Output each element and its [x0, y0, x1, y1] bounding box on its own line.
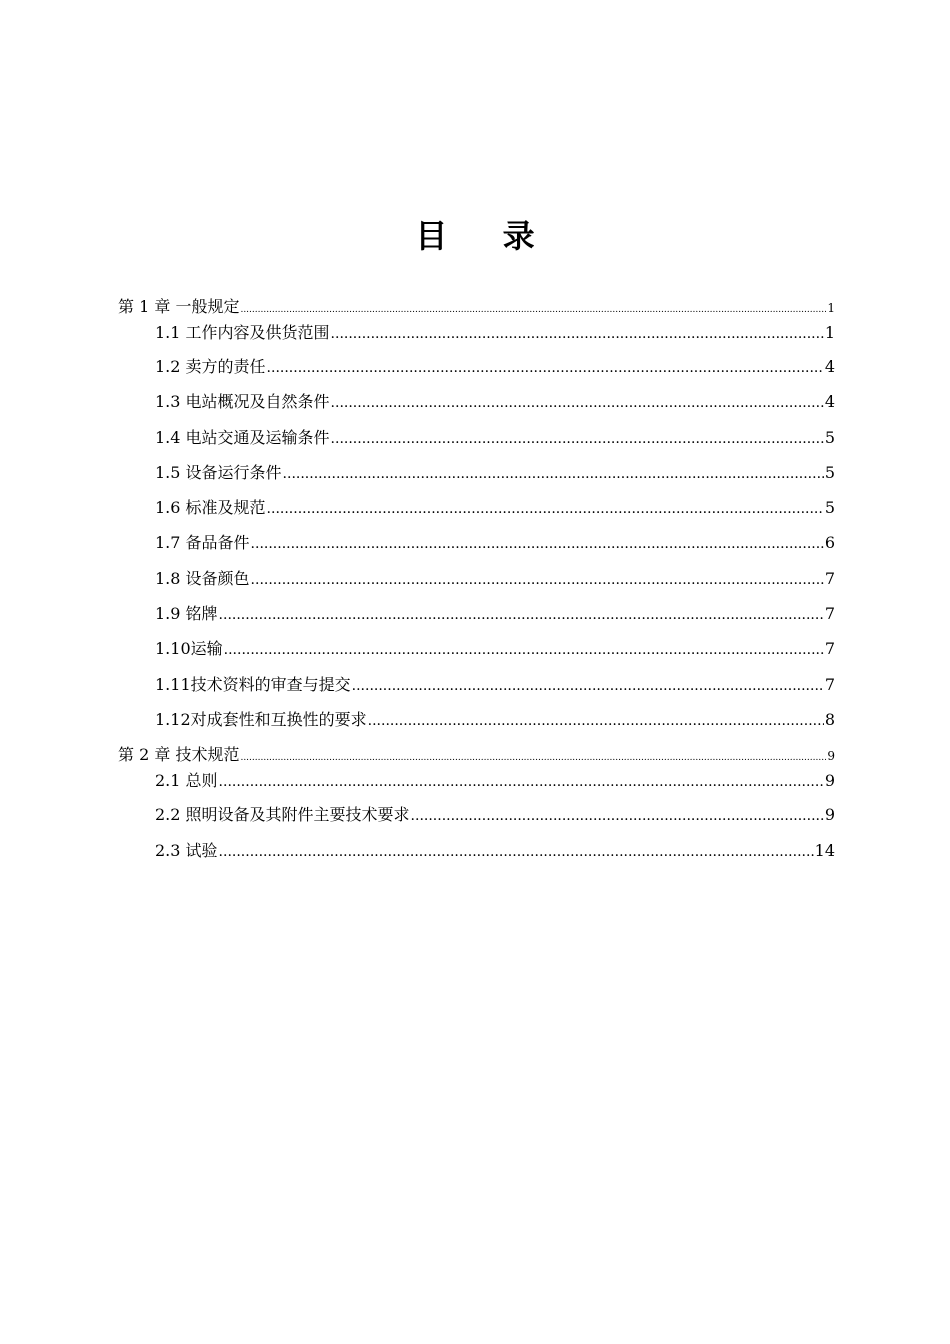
- toc-page-number: 5: [824, 462, 835, 482]
- table-of-contents: [118, 294, 835, 873]
- toc-title: 目 录: [415, 217, 557, 255]
- dot-leader: [240, 305, 826, 315]
- toc-page-number: 7: [824, 639, 835, 659]
- toc-page-number: 9: [824, 805, 835, 825]
- dot-leader: [267, 360, 824, 376]
- dot-leader: [219, 844, 814, 860]
- dot-leader: [251, 572, 824, 588]
- toc-section-row[interactable]: [118, 636, 835, 671]
- toc-entry-text: 第 2 章 技术规范: [118, 745, 240, 765]
- toc-entry-text: 1.8 设备颜色: [155, 568, 250, 588]
- toc-section-row[interactable]: [118, 530, 835, 565]
- toc-section-row[interactable]: [118, 460, 835, 495]
- toc-entry-text: 1.5 设备运行条件: [155, 462, 282, 482]
- toc-page-number: 5: [824, 498, 835, 518]
- toc-page-number: 7: [824, 674, 835, 694]
- dot-leader: [368, 713, 824, 729]
- dot-leader: [224, 642, 824, 658]
- dot-leader: [267, 501, 824, 517]
- toc-entry-text: 第 1 章 一般规定: [118, 297, 240, 316]
- toc-chapter-row[interactable]: [118, 742, 835, 768]
- toc-page-number: 6: [824, 533, 835, 553]
- dot-leader: [219, 774, 824, 790]
- toc-page-number: 5: [824, 427, 835, 447]
- toc-entry-text: 1.3 电站概况及自然条件: [155, 392, 330, 412]
- dot-leader: [219, 607, 824, 623]
- dot-leader: [283, 466, 824, 482]
- toc-entry-text: 1.7 备品备件: [155, 533, 250, 553]
- dot-leader: [331, 395, 824, 411]
- dot-leader: [411, 808, 824, 824]
- toc-entry-text: 1.9 铭牌: [155, 604, 218, 624]
- toc-page-number: 7: [824, 604, 835, 624]
- dot-leader: [251, 536, 824, 552]
- toc-page-number: 9: [824, 771, 835, 791]
- toc-entry-text: 2.3 试验: [155, 840, 218, 860]
- toc-entry-text: 2.2 照明设备及其附件主要技术要求: [155, 805, 410, 825]
- toc-chapter-row[interactable]: [118, 294, 835, 320]
- toc-section-row[interactable]: [118, 495, 835, 530]
- toc-section-row[interactable]: [118, 389, 835, 424]
- toc-page-number: 8: [824, 709, 835, 729]
- toc-section-row[interactable]: [118, 707, 835, 742]
- toc-page-number: 14: [814, 840, 835, 860]
- toc-section-row[interactable]: [118, 838, 835, 873]
- dot-leader: [240, 753, 826, 763]
- toc-section-row[interactable]: [118, 672, 835, 707]
- toc-section-row[interactable]: [118, 320, 835, 354]
- toc-entry-text: 1.12对成套性和互换性的要求: [155, 709, 367, 729]
- toc-entry-text: 1.6 标准及规范: [155, 498, 266, 518]
- toc-section-row[interactable]: [118, 354, 835, 389]
- toc-entry-text: 1.10运输: [155, 639, 223, 659]
- toc-section-row[interactable]: [118, 425, 835, 460]
- toc-entry-text: 1.11技术资料的审查与提交: [155, 674, 351, 694]
- toc-section-row[interactable]: [118, 802, 835, 837]
- toc-section-row[interactable]: [118, 601, 835, 636]
- toc-entry-text: 1.1 工作内容及供货范围: [155, 323, 330, 342]
- toc-page-number: 7: [824, 568, 835, 588]
- toc-section-row[interactable]: [118, 768, 835, 802]
- toc-page-number: 1: [827, 301, 835, 315]
- toc-entry-text: 1.4 电站交通及运输条件: [155, 427, 330, 447]
- toc-entry-text: 2.1 总则: [155, 771, 218, 791]
- toc-page-number: 4: [824, 392, 835, 412]
- dot-leader: [331, 431, 824, 447]
- toc-page-number: 4: [824, 357, 835, 376]
- toc-page-number: 9: [827, 749, 835, 764]
- dot-leader: [331, 326, 824, 342]
- toc-entry-text: 1.2 卖方的责任: [155, 357, 266, 376]
- toc-section-row[interactable]: [118, 566, 835, 601]
- toc-page-number: 1: [824, 323, 835, 342]
- dot-leader: [352, 678, 824, 694]
